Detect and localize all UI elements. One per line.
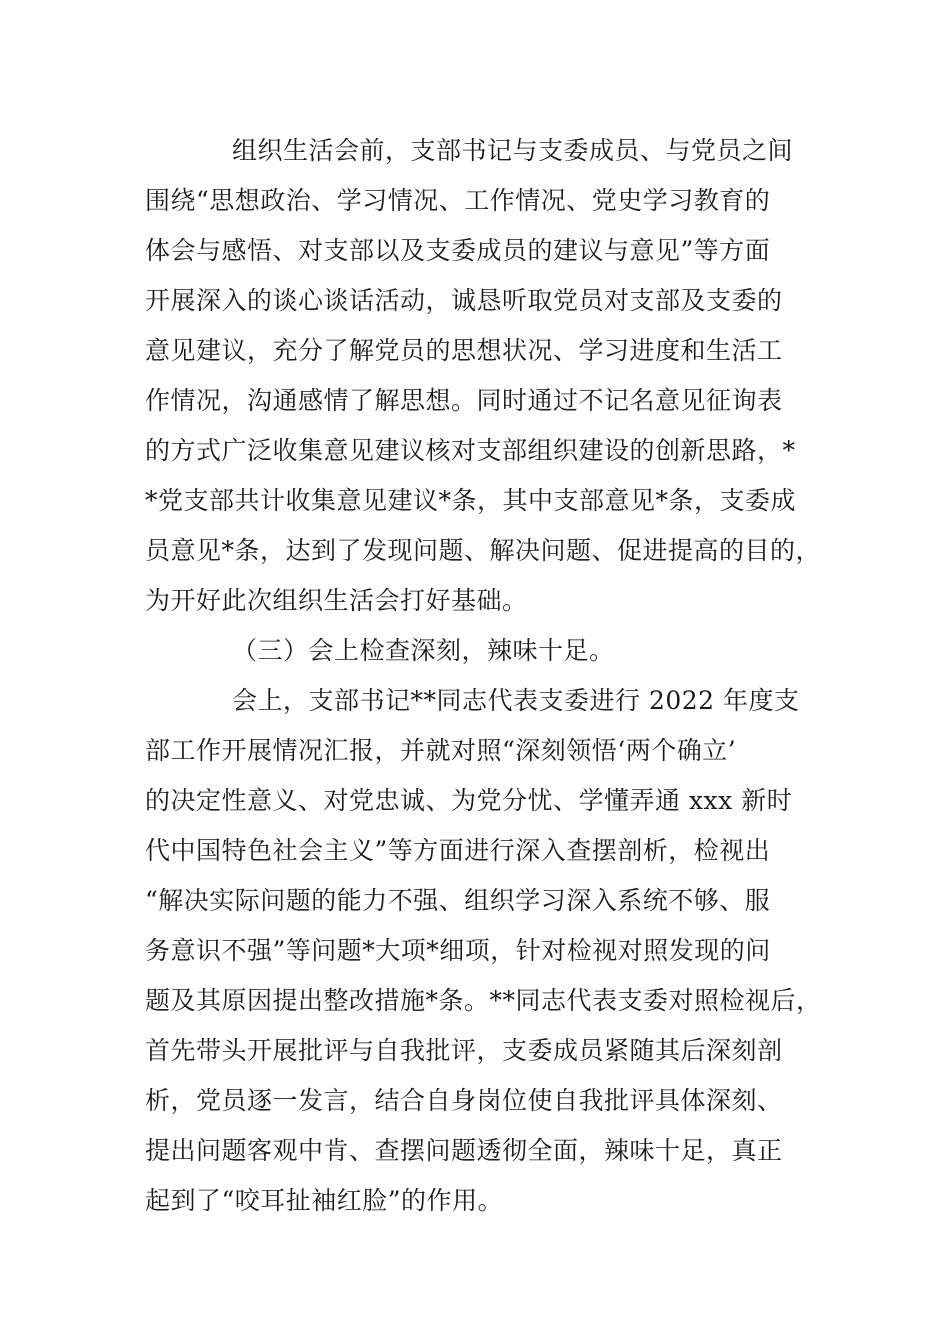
text-line: 为开好此次组织生活会打好基础。 — [145, 586, 528, 615]
text-line: 务意识不强”等问题*大项*细项，针对检视对照发现的问 — [145, 936, 771, 965]
text-line: 作情况，沟通感情了解思想。同时通过不记名意见征询表 — [145, 386, 783, 415]
text-line: 围绕“思想政治、学习情况、工作情况、党史学习教育的 — [145, 186, 771, 215]
text-line: 体会与感悟、对支部以及支委成员的建议与意见”等方面 — [145, 236, 771, 265]
text-line: 意见建议，充分了解党员的思想状况、学习进度和生活工 — [145, 336, 783, 365]
text-line: 起到了“咬耳扯袖红脸”的作用。 — [145, 1186, 504, 1215]
text-line: 提出问题客观中肯、查摆问题透彻全面，辣味十足，真正 — [145, 1136, 783, 1165]
text-line: 的决定性意义、对党忠诚、为党分忧、学懂弄通 xxx 新时 — [145, 786, 793, 815]
text-line: “解决实际问题的能力不强、组织学习深入系统不够、服 — [145, 886, 771, 915]
text-line: 开展深入的谈心谈话活动，诚恳听取党员对支部及支委的 — [145, 286, 783, 315]
text-line: 会上，支部书记**同志代表支委进行 2022 年度支 — [232, 686, 800, 715]
text-line: 的方式广泛收集意见建议核对支部组织建设的创新思路，* — [145, 436, 796, 465]
section-heading-3: （三）会上检查深刻，辣味十足。 — [232, 636, 615, 665]
text-line: 员意见*条，达到了发现问题、解决问题、促进提高的目的， — [145, 536, 822, 565]
text-line: 题及其原因提出整改措施*条。**同志代表支委对照检视后， — [145, 986, 822, 1015]
text-line: 代中国特色社会主义”等方面进行深入查摆剖析，检视出 — [145, 836, 771, 865]
text-line: *党支部共计收集意见建议*条，其中支部意见*条，支委成 — [145, 486, 797, 515]
text-line: 首先带头开展批评与自我批评，支委成员紧随其后深刻剖 — [145, 1036, 783, 1065]
text-line: 组织生活会前，支部书记与支委成员、与党员之间 — [232, 136, 794, 165]
text-line: 部工作开展情况汇报，并就对照“深刻领悟‘两个确立’ — [145, 736, 737, 765]
text-line: 析，党员逐一发言，结合自身岗位使自我批评具体深刻、 — [145, 1086, 783, 1115]
